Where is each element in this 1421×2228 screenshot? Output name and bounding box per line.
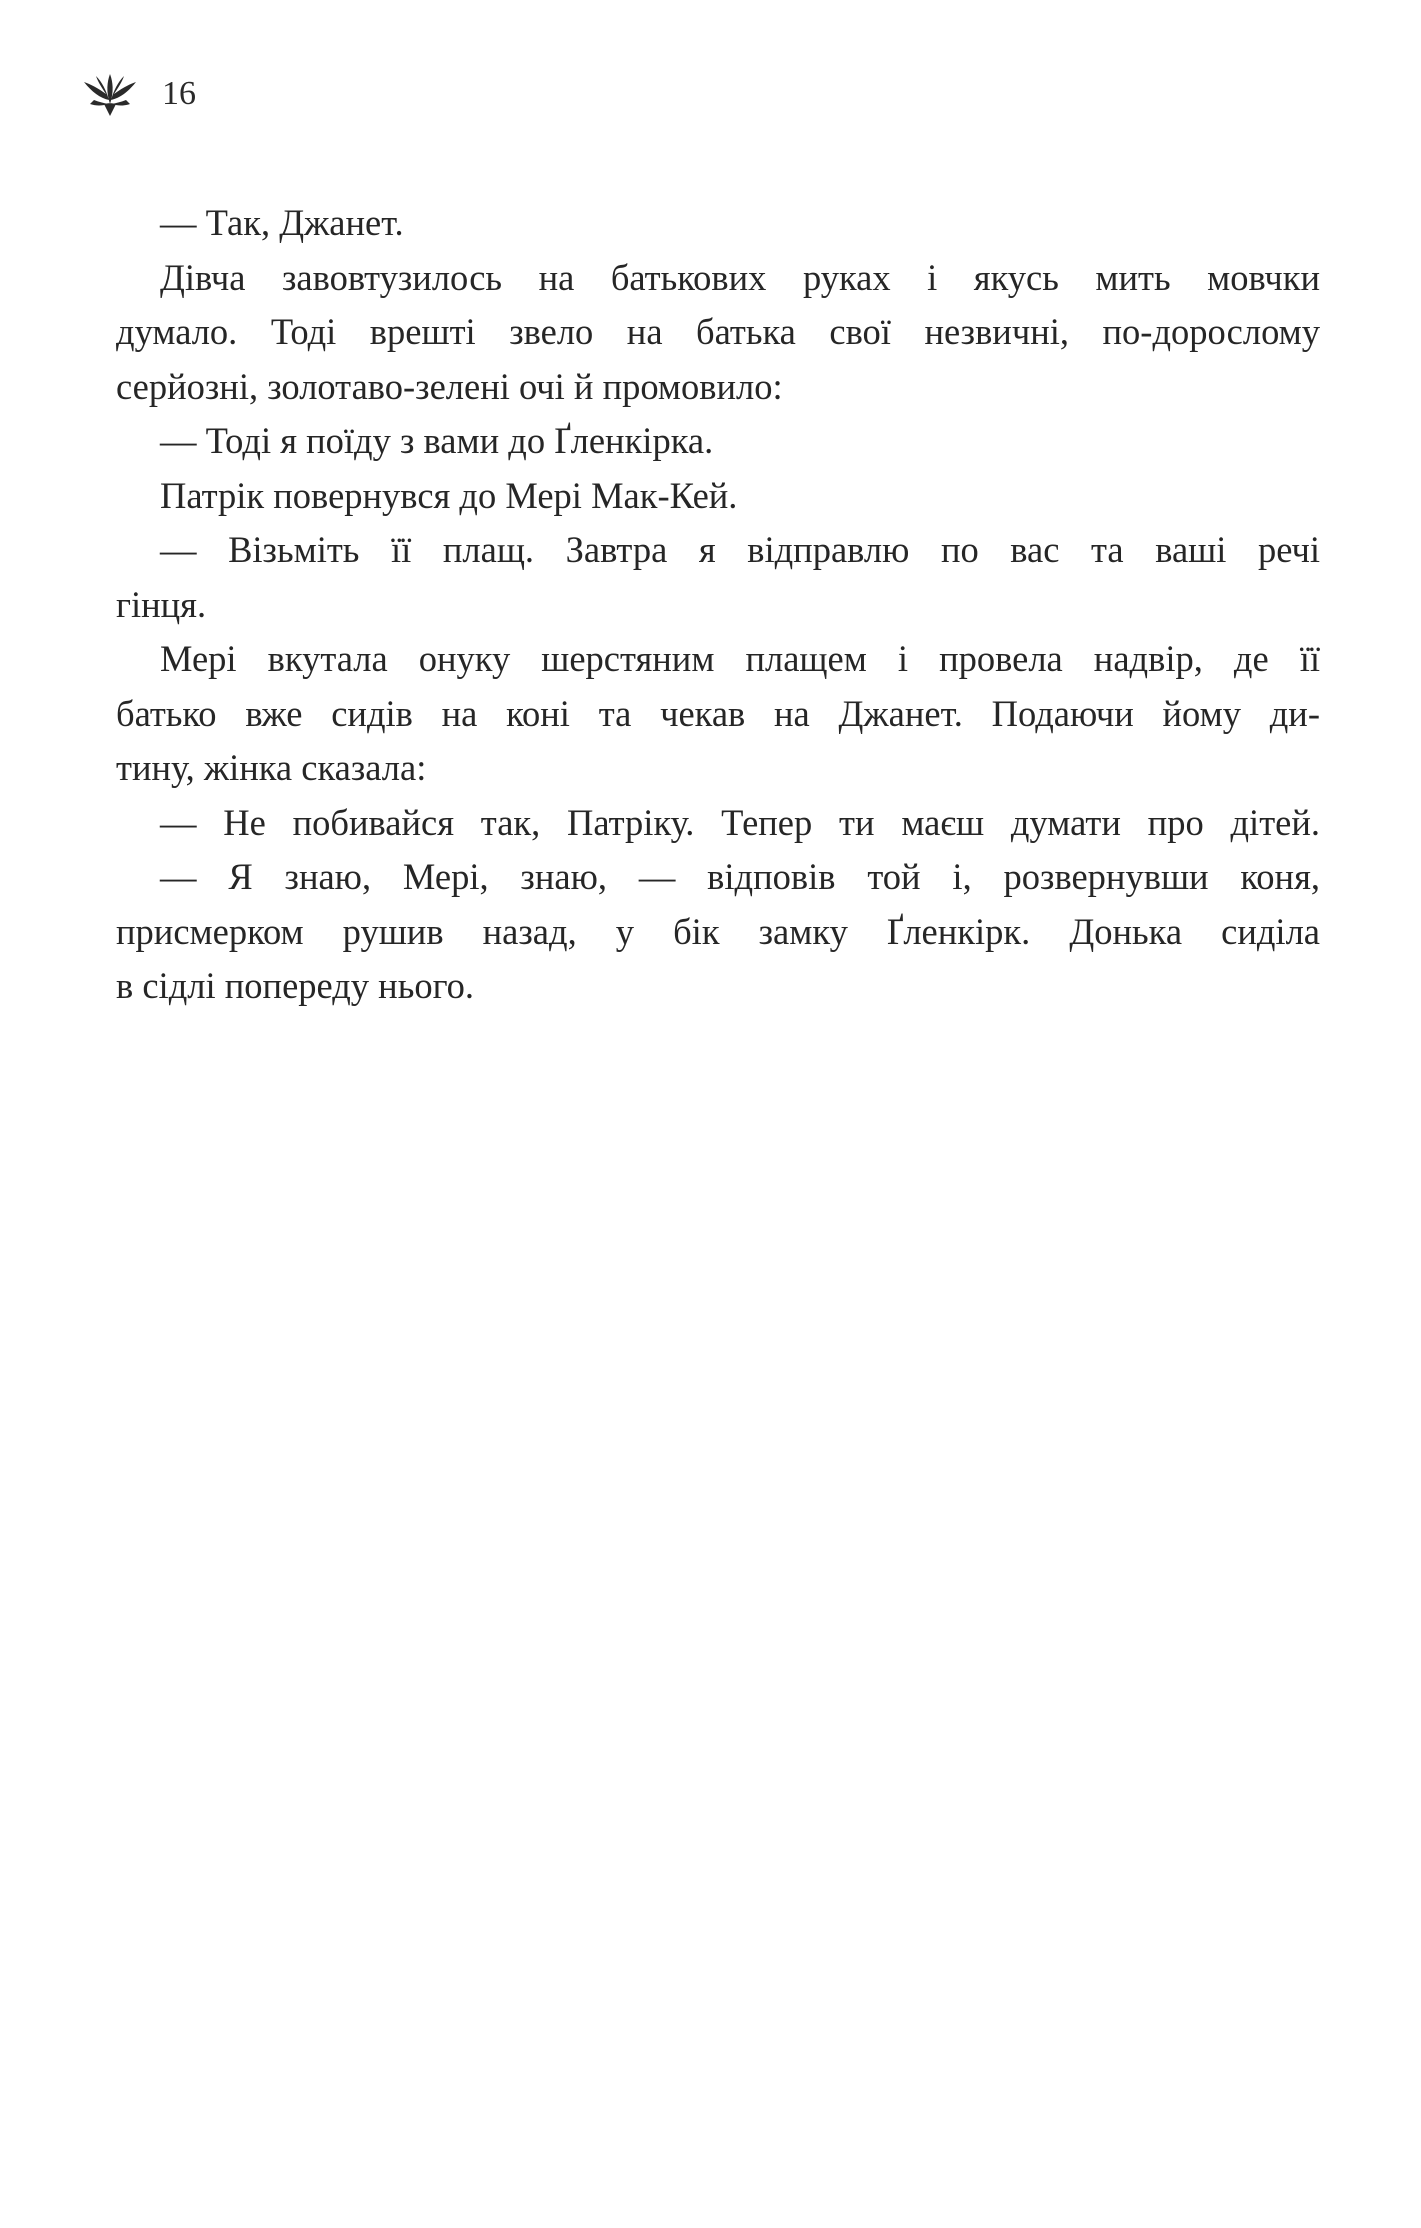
paragraph	[116, 850, 1320, 1014]
text-line: тину, жінка сказала:	[116, 747, 427, 788]
text-line: — Не побивайся так, Патріку. Тепер ти маєш думати про дітей.	[160, 801, 1320, 843]
text-line: Патрік повернувся до Мері Мак-Кей.	[160, 474, 738, 516]
paragraph	[160, 796, 1320, 851]
text-line: гінця.	[116, 583, 207, 625]
text-line: в сідлі попереду нього.	[116, 965, 475, 1006]
text-line: серйозні, золотаво-зелені очі й промовило:	[116, 365, 783, 407]
paragraph	[116, 523, 1320, 632]
text-line: — Так, Джанет.	[160, 202, 404, 243]
text-line: Дівча завовтузилось на батькових руках і якусь мить мовчки	[160, 256, 1320, 298]
text-line: — Я знаю, Мері, знаю, — відповів той і, розвернувши коня,	[160, 856, 1320, 897]
paragraph	[160, 414, 1320, 469]
paragraph	[116, 251, 1320, 415]
text-line: — Візьміть її плащ. Завтра я відправлю по вас та ваші речі	[160, 529, 1320, 570]
body-text	[116, 196, 1320, 1014]
page-number: 16	[162, 75, 196, 112]
text-line: — Тоді я поїду з вами до Ґленкірка.	[160, 420, 714, 461]
paragraph	[160, 469, 1320, 524]
paragraph	[116, 632, 1320, 796]
paragraph	[160, 196, 1320, 251]
text-line: батько вже сидів на коні та чекав на Джанет. Подаючи йому ди-	[116, 692, 1320, 734]
page-header	[80, 70, 196, 118]
text-line: Мері вкутала онуку шерстяним плащем і провела надвір, де її	[160, 638, 1320, 679]
text-line: присмерком рушив назад, у бік замку Ґленкірк. Донька сиділа	[116, 910, 1320, 952]
fleur-ornament-icon	[80, 70, 140, 118]
text-line: думало. Тоді врешті звело на батька свої незвичні, по-дорослому	[116, 311, 1320, 352]
